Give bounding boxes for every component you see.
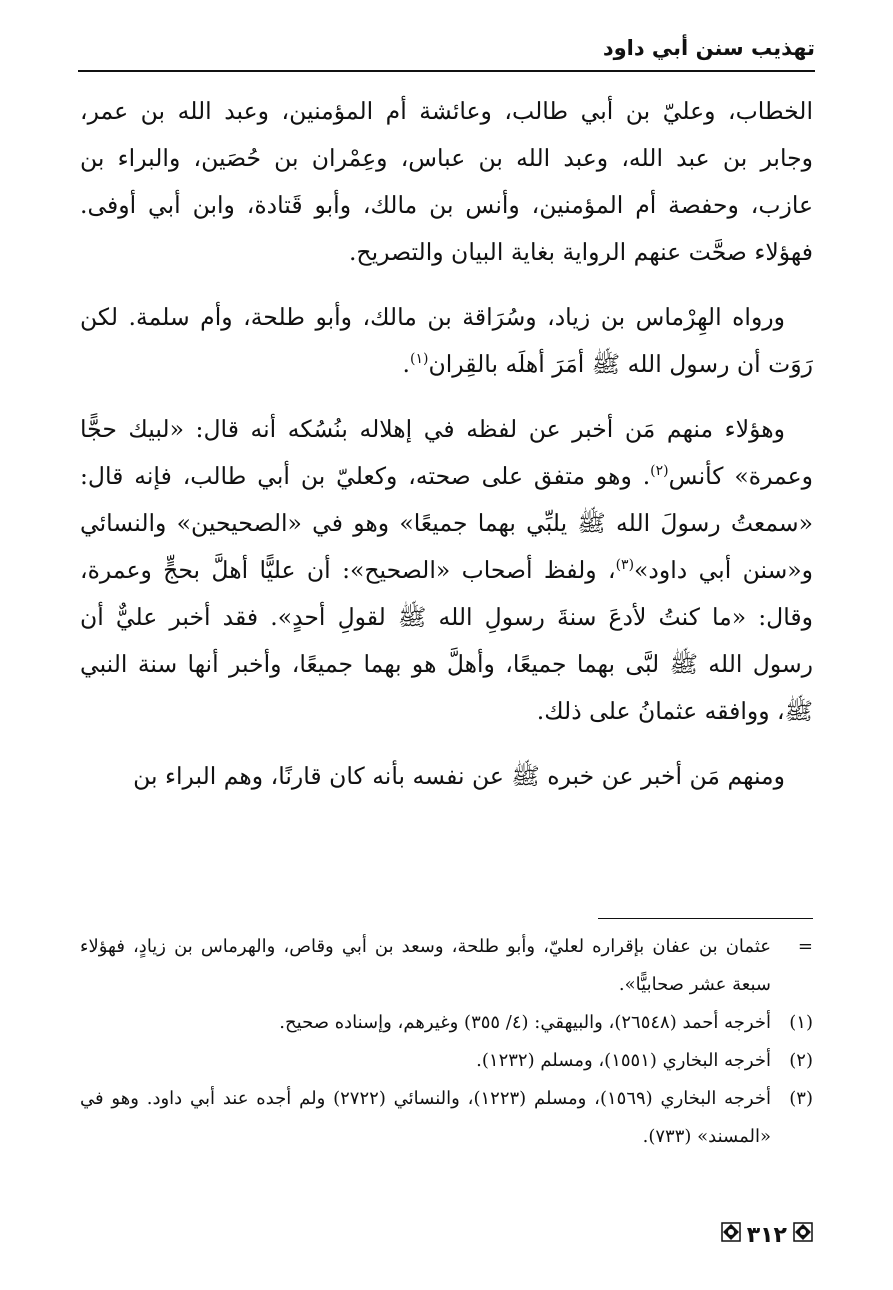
paragraph-3-text-b: . وهو متفق على صحته، وكعليّ بن أبي طالب، فإنه قال: «سمعتُ رسولَ الله ﷺ يلبِّي بهما جميعًا» وهو في «الصحيحين» والنسائي و«سنن أبي داود» bbox=[80, 462, 813, 584]
paragraph-3-text-a: وهؤلاء منهم مَن أخبر عن لفظه في إهلاله بنُسُكه أنه قال: «لبيك حجًّا وعمرة» كأنس bbox=[80, 415, 813, 490]
footnote-marker: (٢) bbox=[789, 1050, 813, 1071]
footnote-continued bbox=[80, 928, 813, 1004]
paragraph-4-text: ومنهم مَن أخبر عن خبره ﷺ عن نفسه بأنه كان قارنًا، وهم البراء بن bbox=[133, 762, 785, 790]
page-number-ornament-icon bbox=[721, 1222, 741, 1248]
page-number-block bbox=[721, 1222, 813, 1248]
footnote-text: أخرجه أحمد (٢٦٥٤٨)، والبيهقي: (٤/ ٣٥٥) وغيرهم، وإسناده صحيح. bbox=[279, 1012, 771, 1033]
paragraph-4 bbox=[80, 753, 813, 800]
footnote-marker: (١) bbox=[789, 1012, 813, 1033]
note-ref-1[interactable]: (١) bbox=[410, 351, 429, 368]
paragraph-2-end: . bbox=[402, 350, 411, 378]
footnote-marker: (٣) bbox=[789, 1088, 813, 1109]
paragraph-3 bbox=[80, 406, 813, 735]
note-ref-2[interactable]: (٢) bbox=[650, 463, 669, 480]
footnote-text: أخرجه البخاري (١٥٦٩)، ومسلم (١٢٢٣)، والنسائي (٢٧٢٢) ولم أجده عند أبي داود. وهو في «المسند» (٧٣٣). bbox=[80, 1088, 771, 1147]
paragraph-2-text: ورواه الهِرْماس بن زياد، وسُرَاقة بن مالك، وأبو طلحة، وأم سلمة. لكن رَوَت أن رسول الله ﷺ أمَرَ أهلَه بالقِران bbox=[80, 303, 813, 378]
paragraph-1 bbox=[80, 88, 813, 276]
footnotes bbox=[80, 928, 813, 1156]
paragraph-2 bbox=[80, 294, 813, 388]
footnote-2 bbox=[80, 1042, 813, 1080]
footnote-rule bbox=[598, 918, 813, 919]
paragraph-3-text-c: ، ولفظ أصحاب «الصحيح»: أن عليًّا أهلَّ بحجٍّ وعمرة، وقال: «ما كنتُ لأدعَ سنةَ رسولِ الله ﷺ لقولِ أحدٍ». فقد أخبر عليٌّ أن رسول الله ﷺ لبَّى بهما جميعًا، وأهلَّ هو بهما جميعًا، وأخبر أنها سنة النبي ﷺ، ووافقه عثمانُ على ذلك. bbox=[80, 556, 813, 725]
paragraph-1-text: الخطاب، وعليّ بن أبي طالب، وعائشة أم المؤمنين، وعبد الله بن عمر، وجابر بن عبد الله، وعبد الله بن عباس، وعِمْران بن حُصَين، والبراء بن عازب، وحفصة أم المؤمنين، وأنس بن مالك، وأبو قَتادة، وابن أبي أوفى. فهؤلاء صحَّت عنهم الرواية بغاية البيان والتصريح. bbox=[80, 97, 813, 266]
page-number: ٣١٢ bbox=[746, 1222, 787, 1248]
footnote-text: عثمان بن عفان بإقراره لعليّ، وأبو طلحة، وسعد بن أبي وقاص، والهرماس بن زيادٍ، فهؤلاء سبعة عشر صحابيًّا». bbox=[80, 936, 771, 995]
note-ref-3[interactable]: (٣) bbox=[615, 557, 635, 574]
page-number-ornament-icon bbox=[793, 1222, 813, 1248]
running-title: تهذيب سنن أبي داود bbox=[602, 36, 815, 60]
main-text bbox=[80, 88, 813, 818]
footnote-text: أخرجه البخاري (١٥٥١)، ومسلم (١٢٣٢). bbox=[476, 1050, 771, 1071]
footnote-3 bbox=[80, 1080, 813, 1156]
footnote-1 bbox=[80, 1004, 813, 1042]
footnote-marker: = bbox=[797, 936, 813, 957]
header-rule bbox=[78, 70, 815, 72]
